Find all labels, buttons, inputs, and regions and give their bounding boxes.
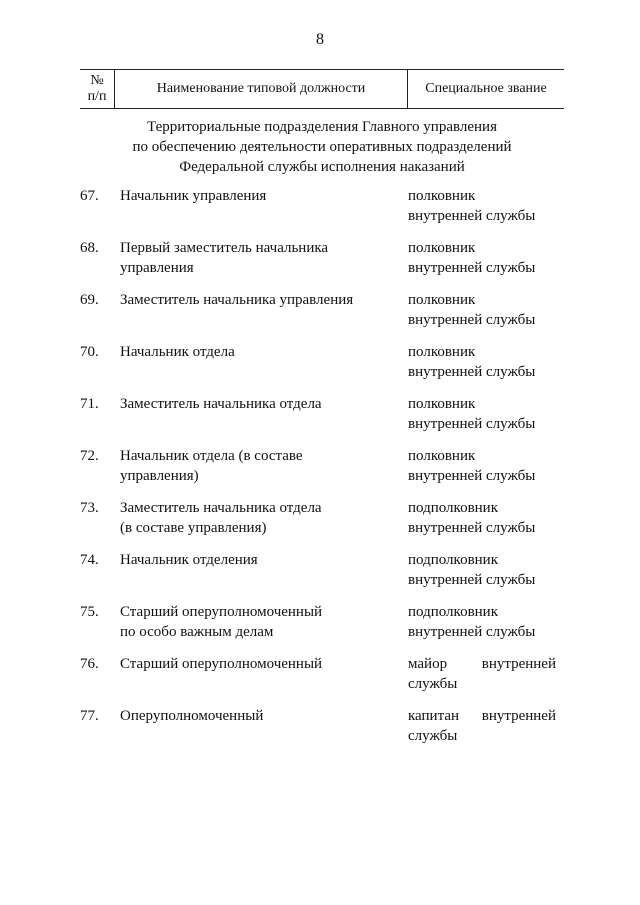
position-name: Оперуполномоченный — [120, 708, 264, 724]
row-number: 68. — [80, 240, 99, 256]
table-header — [80, 69, 564, 109]
position-name: Начальник управления — [120, 188, 267, 204]
special-rank: подполковник внутренней службы — [408, 500, 536, 536]
row-number: 73. — [80, 500, 99, 516]
special-rank: подполковник внутренней службы — [408, 604, 536, 640]
position-name: Заместитель начальника отдела (в составе управления) — [120, 500, 322, 536]
special-rank: полковник внутренней службы — [408, 448, 536, 484]
header-number-symbol: № — [90, 73, 104, 88]
row-number: 75. — [80, 604, 99, 620]
row-number: 74. — [80, 552, 99, 568]
table-row — [0, 290, 640, 342]
section-title-line: Федеральной службы исполнения наказаний — [179, 159, 465, 175]
special-rank: подполковник внутренней службы — [408, 552, 536, 588]
table-row — [0, 186, 640, 238]
position-name: Начальник отдела — [120, 344, 235, 360]
table-row — [0, 706, 640, 758]
row-number: 70. — [80, 344, 99, 360]
page-number: 8 — [316, 31, 324, 48]
special-rank: полковник внутренней службы — [408, 188, 536, 224]
row-number: 71. — [80, 396, 99, 412]
row-number: 69. — [80, 292, 99, 308]
special-rank: полковник внутренней службы — [408, 292, 536, 328]
table-row — [0, 654, 640, 706]
position-name: Заместитель начальника управления — [120, 292, 354, 308]
table-row — [0, 498, 640, 550]
special-rank: капитан внутренней службы — [408, 708, 556, 744]
row-number: 76. — [80, 656, 99, 672]
special-rank: майор внутренней службы — [408, 656, 556, 692]
section-title-line: Территориальные подразделения Главного управления — [147, 119, 497, 135]
section-title — [80, 117, 564, 177]
positions-list — [0, 186, 640, 758]
table-row — [0, 238, 640, 290]
header-position-name: Наименование типовой должности — [115, 70, 408, 108]
position-name: Начальник отделения — [120, 552, 258, 568]
special-rank: полковник внутренней службы — [408, 344, 536, 380]
table-row — [0, 394, 640, 446]
header-number-cell — [80, 70, 115, 108]
table-row — [0, 342, 640, 394]
section-title-line: по обеспечению деятельности оперативных подразделений — [132, 139, 512, 155]
position-name: Заместитель начальника отдела — [120, 396, 322, 412]
header-special-rank: Специальное звание — [425, 81, 547, 96]
special-rank: полковник внутренней службы — [408, 396, 536, 432]
position-name: Старший оперуполномоченный по особо важным делам — [120, 604, 323, 640]
position-name: Старший оперуполномоченный — [120, 656, 323, 672]
table-row — [0, 602, 640, 654]
table-row — [0, 550, 640, 602]
row-number: 72. — [80, 448, 99, 464]
header-number-abbrev: п/п — [87, 89, 107, 104]
special-rank: полковник внутренней службы — [408, 240, 536, 276]
row-number: 67. — [80, 188, 99, 204]
position-name: Первый заместитель начальника управления — [120, 240, 329, 276]
table-row — [0, 446, 640, 498]
row-number: 77. — [80, 708, 99, 724]
position-name: Начальник отдела (в составе управления) — [120, 448, 303, 484]
